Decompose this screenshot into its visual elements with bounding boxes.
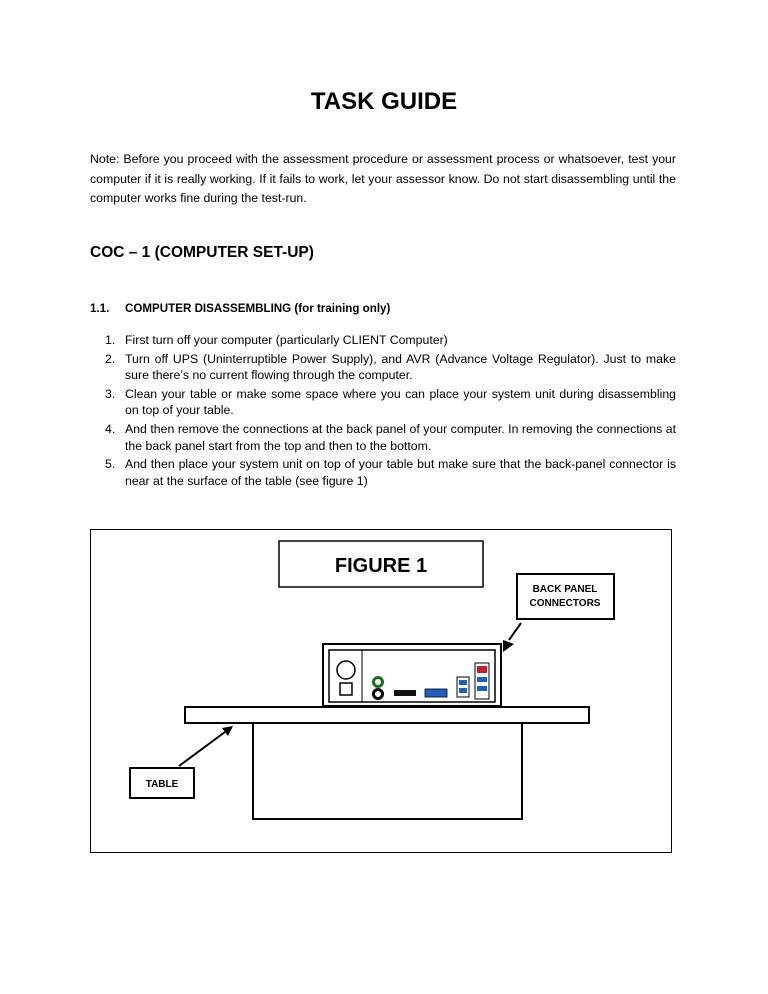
subsection-title: COMPUTER DISASSEMBLING (for training only) bbox=[125, 302, 391, 315]
table-arrow-line bbox=[179, 732, 225, 766]
subsection-number: 1.1. bbox=[90, 302, 110, 315]
step-text: And then remove the connections at the back panel of your computer. In removing the connections at the back panel start from the top and then to the bottom. bbox=[125, 421, 676, 453]
figure-illustration bbox=[91, 530, 671, 852]
table-base bbox=[253, 723, 522, 819]
step-number: 2. bbox=[105, 351, 116, 366]
list-item bbox=[90, 332, 676, 349]
figure-1 bbox=[90, 529, 672, 853]
back-panel-label-box bbox=[517, 574, 614, 619]
table-arrow-head bbox=[222, 726, 233, 736]
table-illustration bbox=[185, 707, 589, 819]
video-port-icon bbox=[394, 690, 416, 696]
audio-jack-icon bbox=[374, 678, 383, 687]
page-title: TASK GUIDE bbox=[310, 88, 458, 115]
list-item bbox=[90, 456, 676, 489]
back-panel-label-line2: CONNECTORS bbox=[529, 598, 601, 609]
step-number: 5. bbox=[105, 457, 116, 472]
back-panel-arrow-head bbox=[503, 640, 514, 652]
back-panel-arrow-line bbox=[509, 623, 521, 640]
back-panel-label-line1: BACK PANEL bbox=[532, 584, 598, 595]
step-number: 4. bbox=[105, 421, 116, 436]
section-heading: COC – 1 (COMPUTER SET-UP) bbox=[90, 244, 314, 261]
step-text: First turn off your computer (particularly CLIENT Computer) bbox=[125, 333, 448, 347]
table-top bbox=[185, 707, 589, 723]
figure-caption: FIGURE 1 bbox=[334, 555, 428, 577]
step-number: 1. bbox=[105, 333, 116, 347]
list-item bbox=[90, 386, 676, 419]
subsection-heading bbox=[90, 302, 390, 315]
step-text: Turn off UPS (Uninterruptible Power Supply), and AVR (Advance Voltage Regulator). Just to make sure there’s no current flowing through the computer. bbox=[125, 351, 676, 383]
note-paragraph: Note: Before you proceed with the assessment procedure or assessment process or whatsoever, test your computer if it is really working. If it fails to work, let your assessor know. Do not start disassembling until the computer works fine during the test-run. bbox=[90, 152, 676, 205]
vga-port-icon bbox=[425, 689, 447, 697]
step-text: Clean your table or make some space where you can place your system unit during disassembling on top of your table. bbox=[125, 386, 676, 418]
step-number: 3. bbox=[105, 386, 116, 401]
list-item bbox=[90, 351, 676, 384]
audio-jack-icon bbox=[374, 690, 383, 699]
list-item bbox=[90, 421, 676, 454]
steps-list bbox=[90, 332, 676, 491]
step-text: And then place your system unit on top of your table but make sure that the back-panel connector is near at the surface of the table (see figure 1) bbox=[125, 457, 676, 488]
table-label: TABLE bbox=[145, 779, 179, 790]
system-unit-back-panel bbox=[323, 644, 501, 706]
power-socket-icon bbox=[340, 683, 352, 695]
psu-fan-icon bbox=[337, 661, 355, 679]
